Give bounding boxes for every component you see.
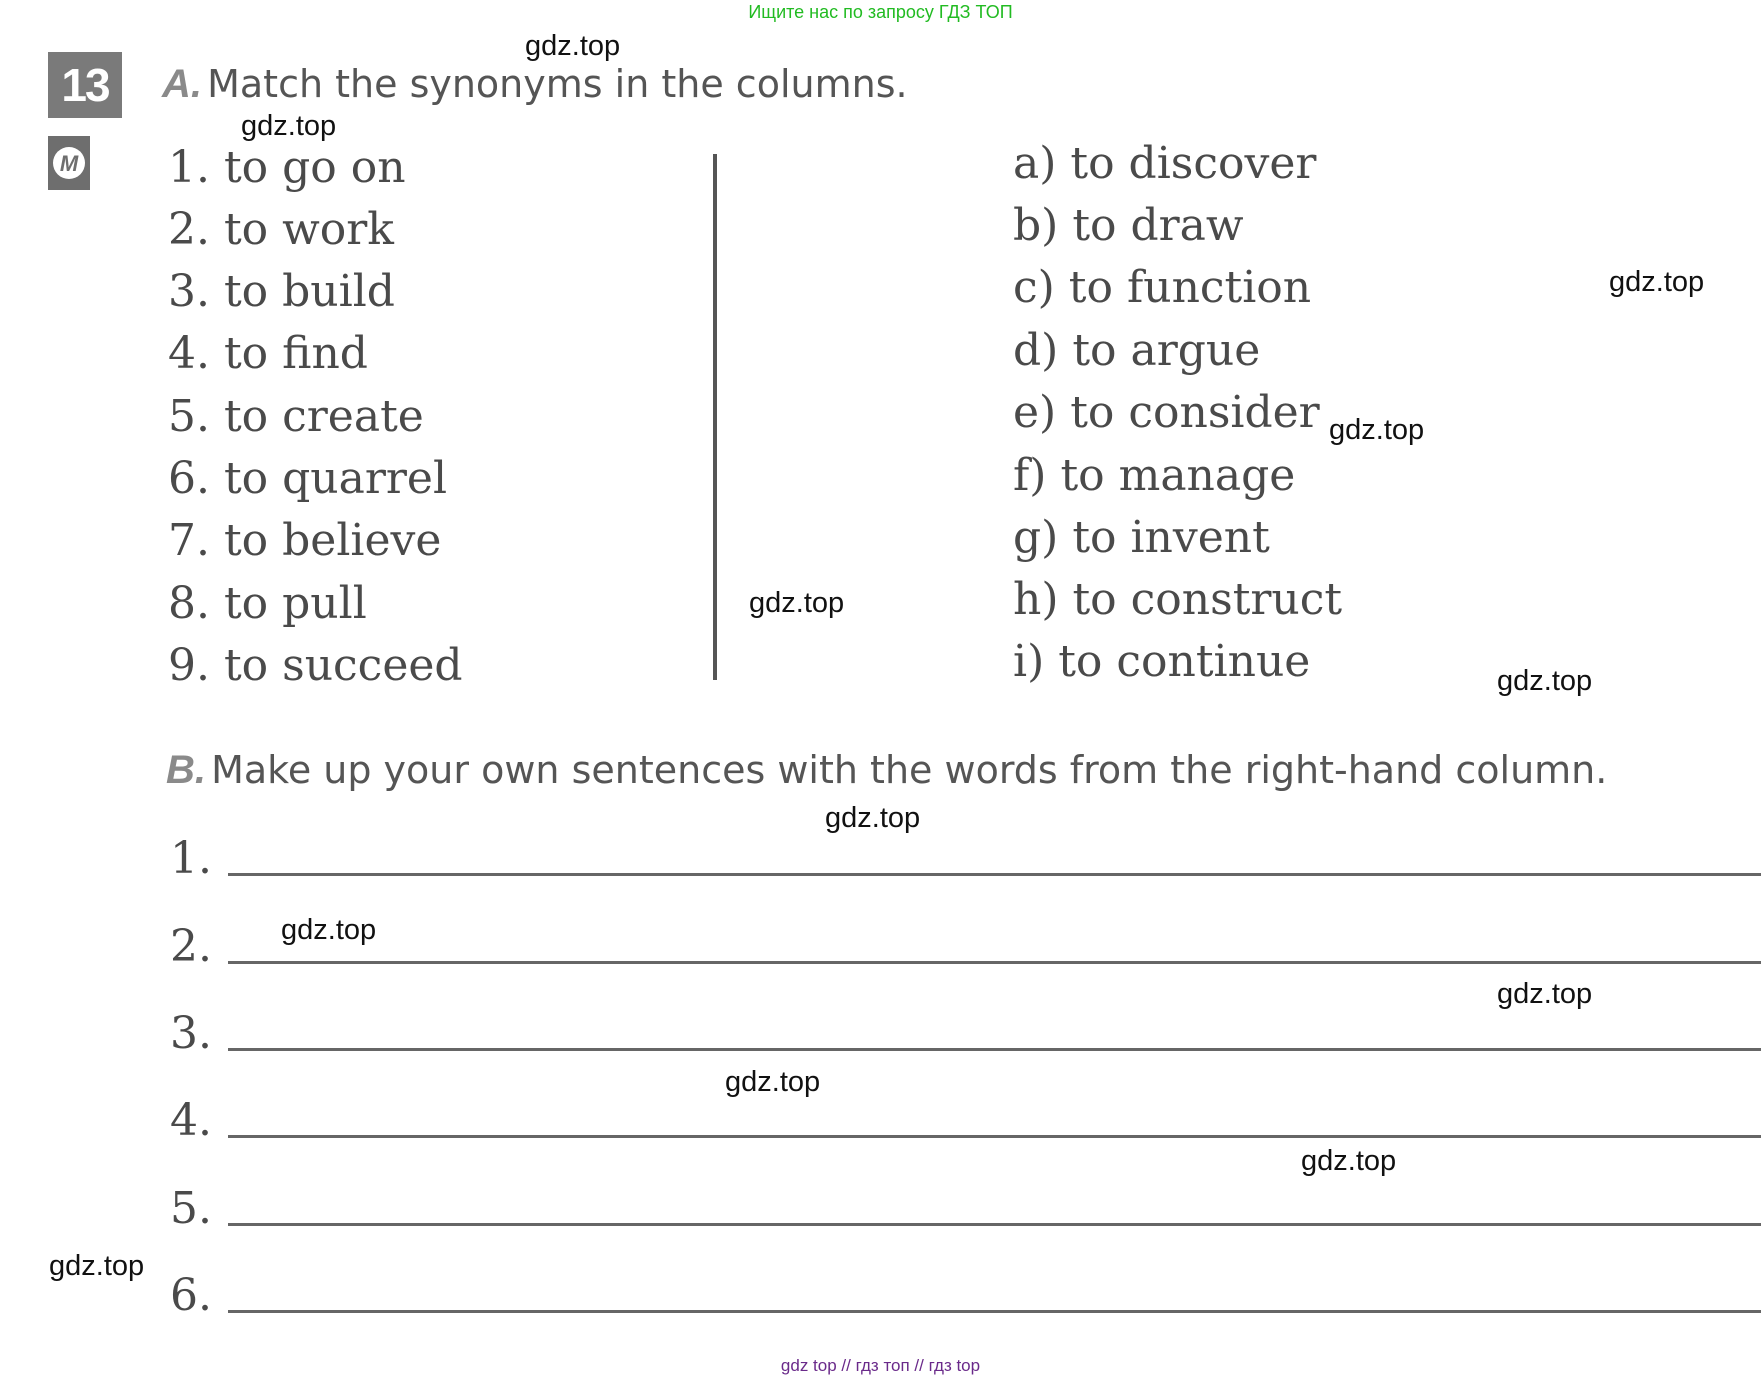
- task-a-text: Match the synonyms in the columns.: [207, 62, 908, 106]
- answer-line-number: 4.: [170, 1095, 212, 1146]
- left-item: 7. to believe: [168, 515, 442, 566]
- watermark: gdz.top: [49, 1250, 145, 1282]
- right-item: c) to function: [1013, 262, 1312, 313]
- right-item: i) to continue: [1013, 636, 1311, 687]
- right-item: d) to argue: [1013, 325, 1261, 376]
- answer-line[interactable]: [228, 873, 1761, 876]
- m-circle-icon: [50, 144, 88, 182]
- answer-line-number: 5.: [170, 1183, 212, 1234]
- answer-line-number: 6.: [170, 1270, 212, 1321]
- right-item: h) to construct: [1013, 574, 1343, 625]
- task-b-letter: B.: [166, 748, 206, 792]
- answer-line[interactable]: [228, 1310, 1761, 1313]
- watermark: gdz.top: [1329, 414, 1425, 446]
- watermark: gdz.top: [525, 30, 621, 62]
- watermark: gdz.top: [1609, 266, 1705, 298]
- left-item: 8. to pull: [168, 578, 367, 629]
- m-badge-icon: [48, 136, 90, 190]
- task-b-text: Make up your own sentences with the words from the right-hand column.: [211, 748, 1608, 792]
- column-divider: [713, 154, 717, 680]
- watermark: gdz.top: [825, 802, 921, 834]
- left-item: 4. to find: [168, 328, 368, 379]
- watermark: gdz.top: [1497, 665, 1593, 697]
- answer-line-number: 1.: [170, 833, 212, 884]
- right-item: e) to consider: [1013, 387, 1320, 438]
- watermark: gdz.top: [241, 110, 337, 142]
- answer-line[interactable]: [228, 1048, 1761, 1051]
- right-item: g) to invent: [1013, 512, 1270, 563]
- svg-text:M: M: [59, 151, 79, 176]
- right-item: a) to discover: [1013, 138, 1317, 189]
- answer-line[interactable]: [228, 1223, 1761, 1226]
- watermark: gdz.top: [1301, 1145, 1397, 1177]
- right-item: b) to draw: [1013, 200, 1244, 251]
- task-a-letter: A.: [162, 62, 202, 106]
- answer-line-number: 2.: [170, 921, 212, 972]
- task-b-heading: [166, 748, 1607, 793]
- answer-line-number: 3.: [170, 1008, 212, 1059]
- watermark: gdz.top: [281, 914, 377, 946]
- left-item: 2. to work: [168, 204, 394, 255]
- top-banner: Ищите нас по запросу ГДЗ ТОП: [748, 2, 1013, 22]
- left-item: 9. to succeed: [168, 640, 463, 691]
- left-item: 1. to go on: [168, 142, 406, 193]
- watermark: gdz.top: [749, 587, 845, 619]
- right-item: f) to manage: [1013, 450, 1296, 501]
- task-a-heading: [162, 62, 908, 107]
- answer-line[interactable]: [228, 1135, 1761, 1138]
- answer-line[interactable]: [228, 961, 1761, 964]
- watermark: gdz.top: [1497, 978, 1593, 1010]
- left-item: 6. to quarrel: [168, 453, 448, 504]
- bottom-banner: gdz top // гдз топ // гдз top: [780, 1356, 981, 1375]
- watermark: gdz.top: [725, 1066, 821, 1098]
- left-item: 3. to build: [168, 266, 395, 317]
- left-item: 5. to create: [168, 391, 424, 442]
- exercise-number-badge: 13: [48, 52, 122, 118]
